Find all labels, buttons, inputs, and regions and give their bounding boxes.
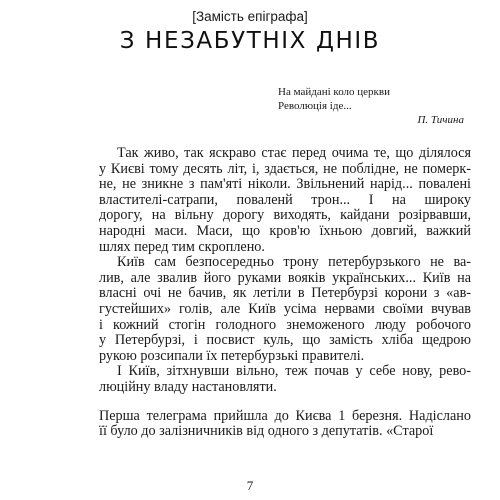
- epigraph: [278, 85, 478, 127]
- paragraph: [99, 364, 471, 395]
- text-line: у Києві тому десять літ, і, здається, не поблідне, не померк-: [99, 160, 471, 177]
- text-line: не, не зникне з пам'яті ніколи. Звільнений нарід... повалені: [99, 176, 471, 193]
- text-line: густейших» голів, але Київ усіма нервами своїми вчував: [99, 300, 471, 317]
- text-line: її було до залізничників від одного з депутатів. «Старої: [99, 423, 434, 440]
- text-line: лив, але звалив його руками вояків українських... Київ на: [99, 269, 471, 286]
- epigraph-line: Революція іде...: [278, 100, 352, 112]
- text-line: і кожний стогін голодного знеможеного люду робочого: [99, 316, 471, 333]
- text-line: люційну владу настановляти.: [99, 378, 277, 395]
- text-line: шлях перед тим скроплено.: [99, 238, 265, 255]
- text-line: Київ сам безпосередньо трону петербурзького не ва-: [117, 254, 471, 271]
- text-line: рукою розсипали їх петербурзькі правителі.: [99, 347, 365, 364]
- paragraph: [99, 146, 471, 255]
- page-number: 7: [246, 478, 254, 493]
- chapter-title: З НЕЗАБУТНІХ ДНІВ: [119, 28, 381, 54]
- epigraph-line: На майдані коло церкви: [278, 86, 390, 98]
- text-line: властителі-сатрапи, поваленй трон... І на широку: [99, 191, 471, 208]
- body-text: [99, 146, 471, 440]
- paragraph-gap: [99, 396, 471, 409]
- epigraph-author: П. Тичина: [417, 114, 464, 126]
- text-line: народні маси. Маси, що кров'ю їхньою довгий, важкий: [99, 222, 471, 239]
- rubric-label: [Замість епіграфа]: [192, 9, 308, 24]
- text-line: власні очі не бачив, як летіли в Петербурзі корони з «ав-: [99, 285, 471, 302]
- text-line: Так живо, так яскраво стає перед очима те, що ділялося: [117, 145, 471, 161]
- paragraph: [99, 255, 471, 364]
- text-line: дорогу, на вільну дорогу виходять, кайдани розірвавши,: [99, 207, 471, 224]
- text-line: у Петербурзі, і посвист куль, що замість хліба щедрою: [99, 332, 471, 349]
- text-line: Перша телеграма прийшла до Києва 1 березня. Надіслано: [99, 407, 471, 424]
- text-line: І Київ, зітхнувши вільно, теж почав у себе нову, рево-: [117, 363, 471, 380]
- paragraph: [99, 409, 471, 440]
